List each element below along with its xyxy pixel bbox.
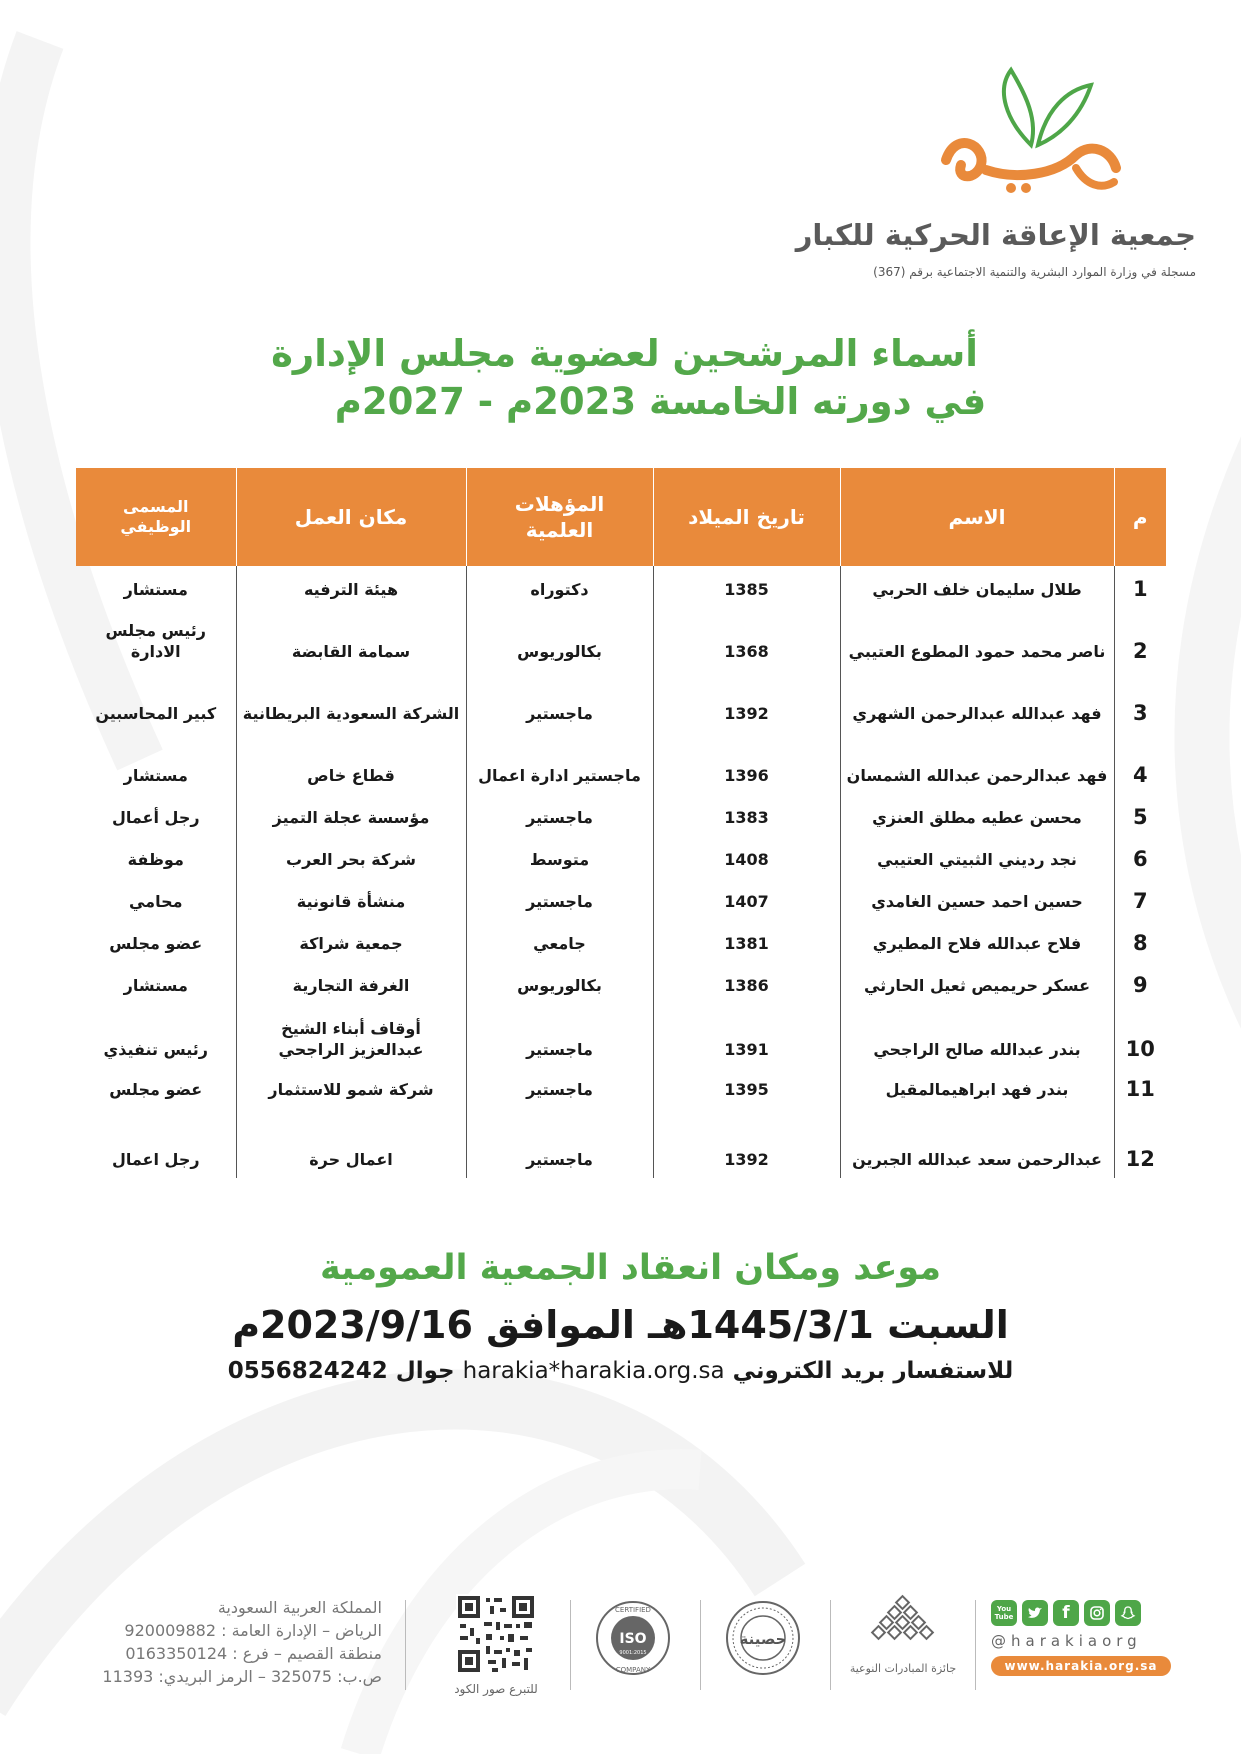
- table-row: [76, 730, 1166, 792]
- cell-job-title: موظفة: [127, 850, 184, 869]
- hq-phone[interactable]: 920009882: [124, 1621, 217, 1640]
- cell-name: نجد رديني الثبيتي العتيبي: [840, 834, 1114, 876]
- cell-qualification: ماجستير: [466, 1106, 653, 1178]
- cell-name: حسين احمد حسين الغامدي: [840, 876, 1114, 918]
- website-link[interactable]: www.harakia.org.sa: [991, 1656, 1171, 1676]
- instagram-icon[interactable]: [1084, 1600, 1110, 1626]
- table-row: [76, 566, 1166, 606]
- cell-birth: 1395: [653, 1066, 840, 1106]
- cell-job-title: مستشار: [123, 976, 188, 995]
- branch-label: منطقة القصيم – فرع :: [232, 1644, 382, 1663]
- address-country: المملكة العربية السعودية: [217, 1598, 382, 1617]
- cell-workplace: جمعية شراكة: [236, 918, 466, 960]
- cell-num: 5: [1114, 792, 1166, 834]
- cell-num: 6: [1114, 834, 1166, 876]
- cell-num: 4: [1114, 730, 1166, 792]
- header-qualification: المؤهلات العلمية: [466, 468, 653, 566]
- cell-qualification: بكالوريوس: [466, 960, 653, 1002]
- footer-divider: [405, 1600, 406, 1690]
- cell-name: فهد عبدالرحمن عبدالله الشمسان: [840, 730, 1114, 792]
- award-logo: [868, 1594, 938, 1654]
- cell-job-title: عضو مجلس: [109, 934, 203, 953]
- award-block: [843, 1594, 963, 1675]
- cell-name: فهد عبدالله عبدالرحمن الشهري: [840, 668, 1114, 730]
- meeting-title: موعد ومكان انعقاد الجمعية العمومية: [319, 1248, 942, 1288]
- cell-workplace: سمامة القابضة: [236, 606, 466, 668]
- cell-name: عبدالرحمن سعد عبدالله الجبرين: [840, 1106, 1114, 1178]
- cell-birth: 1391: [653, 1002, 840, 1066]
- address-pobox: ص.ب: 325075 – الرمز البريدي: 11393: [102, 1667, 382, 1686]
- cell-qualification: بكالوريوس: [466, 606, 653, 668]
- svg-text:CERTIFIED: CERTIFIED: [615, 1606, 651, 1614]
- branch-phone[interactable]: 0163350124: [125, 1644, 228, 1663]
- table-row: [76, 960, 1166, 1002]
- footer-divider: [975, 1600, 976, 1690]
- cell-birth: 1381: [653, 918, 840, 960]
- youtube-icon[interactable]: You Tube: [991, 1600, 1017, 1626]
- cell-job-title: مستشار: [123, 580, 188, 599]
- svg-text:9001:2015: 9001:2015: [619, 1650, 647, 1656]
- cell-workplace: هيئة الترفيه: [236, 566, 466, 606]
- table-header-row: [76, 468, 1166, 566]
- org-name: جمعية الإعاقة الحركية للكبار: [795, 218, 1196, 252]
- cell-job-title: رجل اعمال: [111, 1150, 200, 1169]
- social-block: [991, 1600, 1171, 1676]
- table-row: [76, 918, 1166, 960]
- cell-name: فلاح عبدالله فلاح المطيري: [840, 918, 1114, 960]
- cell-num: 7: [1114, 876, 1166, 918]
- cell-birth: 1386: [653, 960, 840, 1002]
- header-name: الاسم: [840, 468, 1114, 566]
- cell-num: 12: [1114, 1106, 1166, 1178]
- cell-job-title: محامي: [128, 892, 183, 911]
- cell-job-title: رئيس مجلس الادارة: [105, 621, 207, 661]
- cell-name: طلال سليمان خلف الحربي: [840, 566, 1114, 606]
- cell-num: 2: [1114, 606, 1166, 668]
- cell-num: 8: [1114, 918, 1166, 960]
- header-workplace: مكان العمل: [236, 468, 466, 566]
- cell-name: بندر فهد ابراهيمالمقيل: [840, 1066, 1114, 1106]
- footer: [0, 1580, 1241, 1710]
- cell-workplace: مؤسسة عجلة التميز: [236, 792, 466, 834]
- title-line-2: في دورته الخامسة 2023م - 2027م: [334, 380, 987, 423]
- address-hq: [62, 1619, 382, 1642]
- contact-label: للاستفسار بريد الكتروني: [732, 1358, 1014, 1384]
- meeting-contact: [0, 1358, 1241, 1384]
- contact-phone[interactable]: 0556824242: [227, 1358, 388, 1384]
- harakia-logo: [926, 50, 1126, 200]
- cell-birth: 1368: [653, 606, 840, 668]
- table-row: [76, 876, 1166, 918]
- cell-qualification: ماجستير: [466, 792, 653, 834]
- table-row: [76, 1066, 1166, 1106]
- phone-label: جوال: [395, 1358, 455, 1384]
- page-title: [0, 330, 1241, 426]
- table-row: [76, 668, 1166, 730]
- cell-birth: 1385: [653, 566, 840, 606]
- hq-label: الرياض – الإدارة العامة :: [221, 1621, 382, 1640]
- social-handle: @harakiaorg: [991, 1632, 1142, 1650]
- cell-workplace: أوقاف أبناء الشيخ عبدالعزيز الراجحي: [236, 1002, 466, 1066]
- svg-text:حصينة: حصينة: [739, 1630, 787, 1648]
- cell-num: 11: [1114, 1066, 1166, 1106]
- footer-divider: [570, 1600, 571, 1690]
- title-line-1: أسماء المرشحين لعضوية مجلس الإدارة: [271, 332, 978, 375]
- cell-num: 1: [1114, 566, 1166, 606]
- cell-workplace: اعمال حرة: [236, 1106, 466, 1178]
- cell-birth: 1383: [653, 792, 840, 834]
- cell-job-title: رجل أعمال: [111, 808, 200, 827]
- qr-caption: للتبرع صور الكود: [454, 1682, 538, 1696]
- facebook-icon[interactable]: f: [1053, 1600, 1079, 1626]
- header-birth: تاريخ الميلاد: [653, 468, 840, 566]
- cell-birth: 1392: [653, 1106, 840, 1178]
- cell-qualification: دكتوراه: [466, 566, 653, 606]
- cell-qualification: ماجستير ادارة اعمال: [466, 730, 653, 792]
- table-row: [76, 1106, 1166, 1178]
- cell-qualification: ماجستير: [466, 876, 653, 918]
- cell-name: بندر عبدالله صالح الراجحي: [840, 1002, 1114, 1066]
- twitter-icon[interactable]: [1022, 1600, 1048, 1626]
- cell-name: عسكر حريميص ثعيل الحارثي: [840, 960, 1114, 1002]
- cell-qualification: ماجستير: [466, 1002, 653, 1066]
- header-job-title: المسمى الوظيفي: [76, 468, 236, 566]
- cell-qualification: متوسط: [466, 834, 653, 876]
- cell-workplace: الشركة السعودية البريطانية: [236, 668, 466, 730]
- cell-birth: 1407: [653, 876, 840, 918]
- cell-birth: 1392: [653, 668, 840, 730]
- cell-workplace: شركة شمو للاستثمار: [236, 1066, 466, 1106]
- social-icons: [991, 1600, 1171, 1626]
- svg-text:حركية: حركية: [1033, 110, 1036, 111]
- cell-job-title: مستشار: [123, 766, 188, 785]
- cell-birth: 1396: [653, 730, 840, 792]
- snapchat-icon[interactable]: [1115, 1600, 1141, 1626]
- award-caption: جائزة المبادرات النوعية: [849, 1662, 957, 1675]
- footer-divider: [830, 1600, 831, 1690]
- cell-job-title: رئيس تنفيذي: [103, 1040, 208, 1059]
- cell-qualification: جامعي: [466, 918, 653, 960]
- header-num: م: [1114, 468, 1166, 566]
- qr-block: [451, 1594, 541, 1696]
- cell-workplace: شركة بحر العرب: [236, 834, 466, 876]
- cell-num: 10: [1114, 1002, 1166, 1066]
- cell-qualification: ماجستير: [466, 668, 653, 730]
- cell-workplace: قطاع خاص: [236, 730, 466, 792]
- cell-birth: 1408: [653, 834, 840, 876]
- table-row: [76, 606, 1166, 668]
- cell-workplace: الغرفة التجارية: [236, 960, 466, 1002]
- cell-num: 9: [1114, 960, 1166, 1002]
- cell-num: 3: [1114, 668, 1166, 730]
- meeting-date: السبت 1445/3/1هـ الموافق 2023/9/16م: [232, 1303, 1009, 1347]
- table-row: [76, 1002, 1166, 1066]
- cell-name: ناصر محمد حمود المطوع العتيبي: [840, 606, 1114, 668]
- contact-email[interactable]: harakia*harakia.org.sa: [462, 1358, 725, 1384]
- qr-code[interactable]: [456, 1594, 536, 1674]
- cell-name: محسن عطيه مطلق العنزي: [840, 792, 1114, 834]
- address-branch: [62, 1642, 382, 1665]
- hasena-seal: [723, 1598, 803, 1678]
- candidates-table: [76, 468, 1166, 1178]
- table-row: [76, 834, 1166, 876]
- footer-divider: [700, 1600, 701, 1690]
- cell-job-title: كبير المحاسبين: [95, 704, 217, 723]
- svg-text:COMPANY: COMPANY: [615, 1666, 651, 1674]
- org-registration: مسجلة في وزارة الموارد البشرية والتنمية الاجتماعية برقم (367): [873, 265, 1196, 279]
- cell-job-title: عضو مجلس: [109, 1080, 203, 1099]
- cell-qualification: ماجستير: [466, 1066, 653, 1106]
- address-block: [62, 1596, 382, 1688]
- svg-text:ISO: ISO: [619, 1631, 647, 1647]
- table-row: [76, 792, 1166, 834]
- iso-seal: [593, 1598, 673, 1678]
- cell-workplace: منشأة قانونية: [236, 876, 466, 918]
